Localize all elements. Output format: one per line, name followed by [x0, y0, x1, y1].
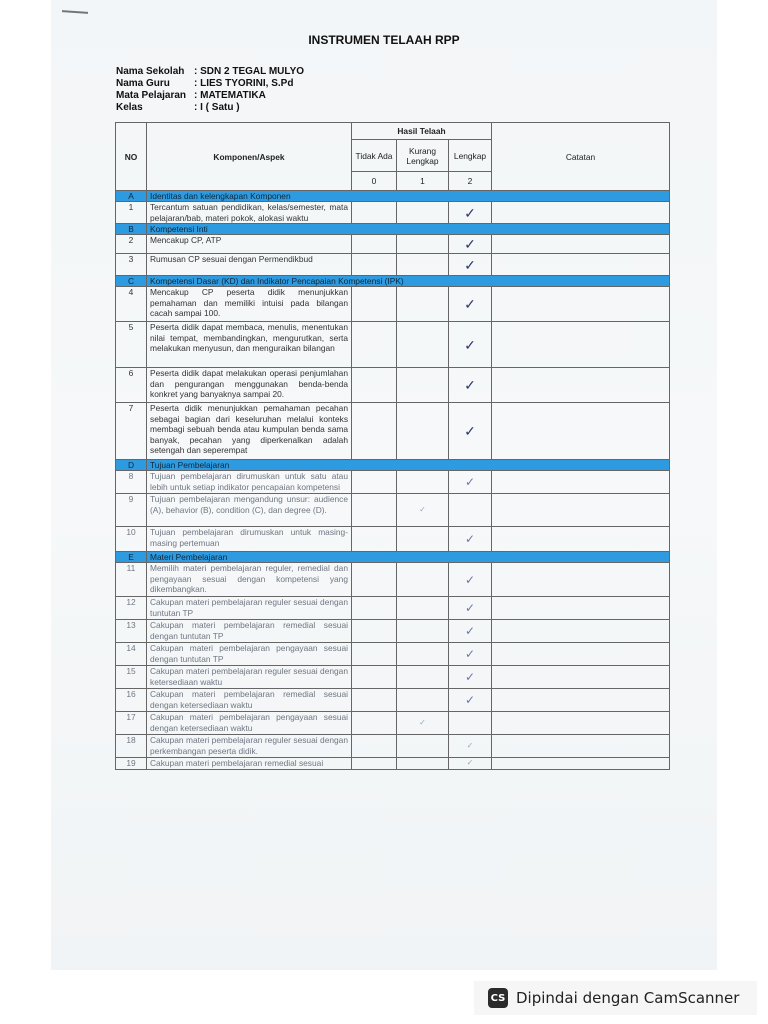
- section-title: Identitas dan kelengkapan Komponen: [147, 191, 670, 202]
- section-title: Tujuan Pembelajaran: [147, 460, 670, 471]
- row-text: Cakupan materi pembelajaran reguler sesuai dengan tuntutan TP: [147, 597, 352, 620]
- section-code: D: [116, 460, 147, 471]
- row-no: 10: [116, 527, 147, 552]
- info-label: Nama Sekolah: [116, 66, 185, 77]
- camscanner-watermark: [474, 981, 757, 1015]
- row-text: Cakupan materi pembelajaran remedial sesuai dengan tuntutan TP: [147, 620, 352, 643]
- row-no: 8: [116, 471, 147, 494]
- section-code: E: [116, 552, 147, 563]
- table-row: [116, 527, 670, 552]
- section-title: Kompetensi Inti: [147, 224, 670, 235]
- header-komponen: Komponen/Aspek: [147, 123, 352, 191]
- info-value: : I ( Satu ): [194, 102, 240, 113]
- row-no: 7: [116, 403, 147, 460]
- camscanner-text: Dipindai dengan CamScanner: [516, 989, 740, 1007]
- table-row: [116, 235, 670, 254]
- header-kurang-lengkap: Kurang Lengkap: [397, 140, 449, 172]
- table-row: [116, 758, 670, 770]
- row-text: Cakupan materi pembelajaran reguler sesuai dengan perkembangan peserta didik.: [147, 735, 352, 758]
- row-no: 5: [116, 322, 147, 368]
- check-mark-icon: ✓: [449, 322, 492, 368]
- header-score-0: 0: [352, 172, 397, 191]
- table-row: [116, 735, 670, 758]
- table-row: [116, 712, 670, 735]
- check-mark-icon: ✓: [449, 563, 492, 597]
- check-mark-icon: ✓: [449, 287, 492, 322]
- info-block: [116, 66, 304, 114]
- info-label: Nama Guru: [116, 78, 170, 89]
- check-mark-icon: ✓: [449, 666, 492, 689]
- row-text: Cakupan materi pembelajaran pengayaan sesuai dengan tuntutan TP: [147, 643, 352, 666]
- row-no: 9: [116, 494, 147, 527]
- info-value: : SDN 2 TEGAL MULYO: [194, 66, 305, 77]
- table-row: [116, 643, 670, 666]
- info-label: Mata Pelajaran: [116, 90, 187, 101]
- section-row-a: [116, 191, 670, 202]
- row-no: 17: [116, 712, 147, 735]
- header-tidak-ada: Tidak Ada: [352, 140, 397, 172]
- section-code: C: [116, 276, 147, 287]
- info-row-mapel: [116, 90, 304, 102]
- table-row: [116, 563, 670, 597]
- row-text: Memilih materi pembelajaran reguler, remedial dan pengayaan sesuai dengan kompetensi yang dikembangkan.: [147, 563, 352, 597]
- check-mark-icon: ✓: [449, 254, 492, 276]
- check-mark-icon: ✓: [397, 712, 449, 735]
- document-title: INSTRUMEN TELAAH RPP: [308, 33, 460, 47]
- row-no: 19: [116, 758, 147, 770]
- header-catatan: Catatan: [492, 123, 670, 191]
- info-row-guru: [116, 78, 304, 90]
- check-mark-icon: ✓: [449, 597, 492, 620]
- check-mark-icon: ✓: [449, 527, 492, 552]
- check-mark-icon: ✓: [449, 235, 492, 254]
- table-row: [116, 403, 670, 460]
- header-score-1: 1: [397, 172, 449, 191]
- check-mark-icon: ✓: [449, 368, 492, 403]
- check-mark-icon: ✓: [449, 643, 492, 666]
- info-label: Kelas: [116, 102, 143, 113]
- row-text: Peserta didik dapat melakukan operasi penjumlahan dan pengurangan menggunakan benda-benda konkret yang banyaknya sampai 20.: [147, 368, 352, 403]
- info-row-sekolah: [116, 66, 304, 78]
- row-text: Cakupan materi pembelajaran remedial sesuai dengan ketersediaan waktu: [147, 689, 352, 712]
- row-no: 1: [116, 202, 147, 224]
- header-score-2: 2: [449, 172, 492, 191]
- row-text: Cakupan materi pembelajaran reguler sesuai dengan ketersediaan waktu: [147, 666, 352, 689]
- row-text: Peserta didik dapat membaca, menulis, menentukan nilai tempat, membandingkan, mengurutkan, serta melakukan menyusun, dan menguraikan bilangan: [147, 322, 352, 368]
- header-hasil-telaah: Hasil Telaah: [352, 123, 492, 140]
- section-title: Kompetensi Dasar (KD) dan Indikator Pencapaian Kompetensi (IPK): [147, 276, 670, 287]
- row-text: Tujuan pembelajaran dirumuskan untuk masing-masing pertemuan: [147, 527, 352, 552]
- row-text: Cakupan materi pembelajaran pengayaan sesuai dengan ketersediaan waktu: [147, 712, 352, 735]
- row-no: 3: [116, 254, 147, 276]
- check-mark-icon: ✓: [449, 471, 492, 494]
- section-row-b: [116, 224, 670, 235]
- section-row-d: [116, 460, 670, 471]
- row-no: 14: [116, 643, 147, 666]
- row-text: Tujuan pembelajaran mengandung unsur: audience (A), behavior (B), condition (C), dan degree (D).: [147, 494, 352, 527]
- row-text: Mencakup CP peserta didik menunjukkan pemahaman dan memiliki intuisi pada bilangan cacah sampai 100.: [147, 287, 352, 322]
- table-row: [116, 597, 670, 620]
- row-text: Mencakup CP, ATP: [147, 235, 352, 254]
- info-row-kelas: [116, 102, 304, 114]
- check-mark-icon: ✓: [449, 758, 492, 770]
- section-row-e: [116, 552, 670, 563]
- row-no: 2: [116, 235, 147, 254]
- header-no: NO: [116, 123, 147, 191]
- row-text: Peserta didik menunjukkan pemahaman pecahan sebagai bagian dari keseluruhan melalui konteks membagi sebuah benda atau kumpulan benda sama banyak, pecahan yang diperkenalkan adalah setengah dan seperempat: [147, 403, 352, 460]
- info-value: : MATEMATIKA: [194, 90, 266, 101]
- camscanner-logo-icon: CS: [488, 988, 508, 1008]
- header-lengkap: Lengkap: [449, 140, 492, 172]
- check-mark-icon: ✓: [449, 620, 492, 643]
- row-no: 4: [116, 287, 147, 322]
- row-no: 15: [116, 666, 147, 689]
- telaah-table: [115, 122, 670, 770]
- section-row-c: [116, 276, 670, 287]
- row-no: 18: [116, 735, 147, 758]
- table-row: [116, 254, 670, 276]
- check-mark-icon: ✓: [449, 202, 492, 224]
- row-text: Tercantum satuan pendidikan, kelas/semester, mata pelajaran/bab, materi pokok, alokasi waktu: [147, 202, 352, 224]
- section-code: A: [116, 191, 147, 202]
- table-row: [116, 471, 670, 494]
- row-no: 12: [116, 597, 147, 620]
- row-no: 11: [116, 563, 147, 597]
- table-row: [116, 689, 670, 712]
- table-row: [116, 202, 670, 224]
- check-mark-icon: ✓: [449, 689, 492, 712]
- table-row: [116, 287, 670, 322]
- row-text: Rumusan CP sesuai dengan Permendikbud: [147, 254, 352, 276]
- row-no: 6: [116, 368, 147, 403]
- row-no: 13: [116, 620, 147, 643]
- check-mark-icon: ✓: [449, 735, 492, 758]
- table-row: [116, 620, 670, 643]
- table-row: [116, 494, 670, 527]
- section-code: B: [116, 224, 147, 235]
- section-title: Materi Pembelajaran: [147, 552, 670, 563]
- row-text: Cakupan materi pembelajaran remedial sesuai: [147, 758, 352, 770]
- check-mark-icon: ✓: [449, 403, 492, 460]
- table-row: [116, 322, 670, 368]
- check-mark-icon: ✓: [397, 494, 449, 527]
- table-row: [116, 368, 670, 403]
- table-row: [116, 666, 670, 689]
- info-value: : LIES TYORINI, S.Pd: [194, 78, 294, 89]
- row-text: Tujuan pembelajaran dirumuskan untuk satu atau lebih untuk setiap indikator pencapaian kompetensi: [147, 471, 352, 494]
- row-no: 16: [116, 689, 147, 712]
